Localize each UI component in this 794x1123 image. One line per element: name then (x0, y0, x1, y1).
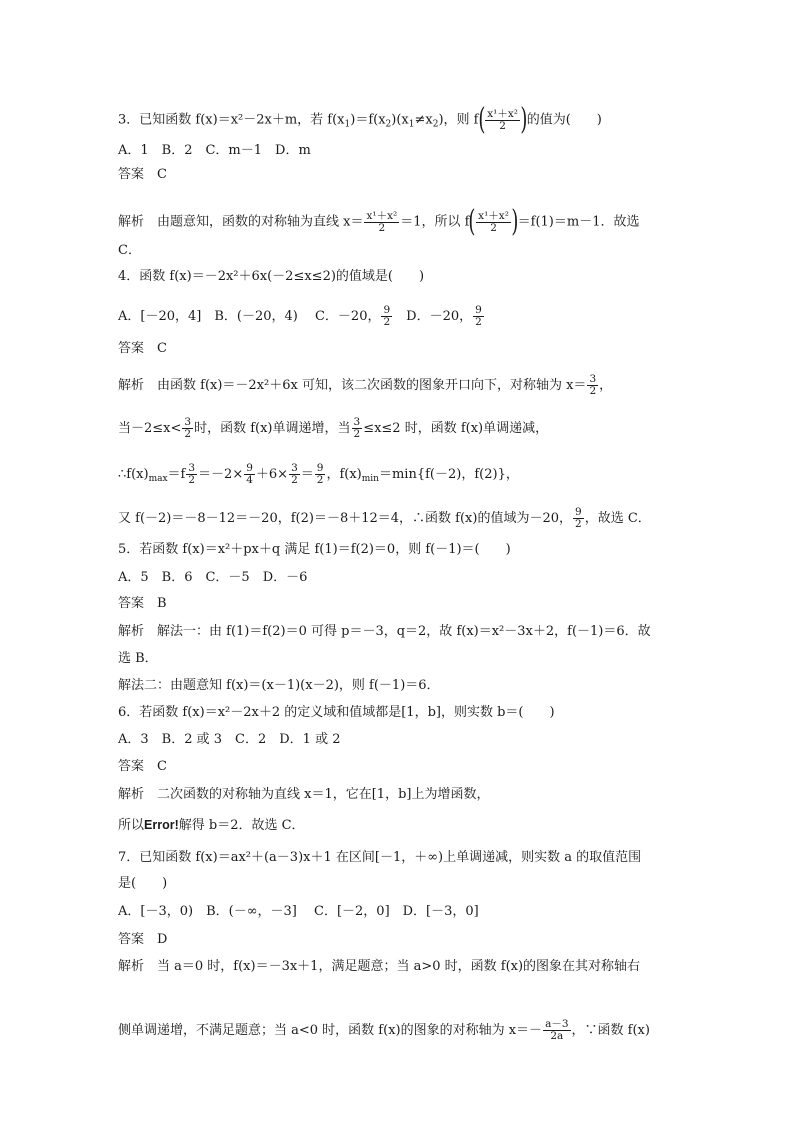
q7-options: A．[－3，0) B．(－∞，－3] C．[－2，0] D．[－3，0] (118, 904, 479, 919)
text: D．－20， (393, 309, 473, 324)
denominator: 2a (550, 1030, 564, 1042)
numerator: 3 (184, 416, 192, 428)
numerator: 9 (383, 304, 391, 316)
q3-options: A．1 B．2 C．m－1 D．m (118, 143, 311, 158)
subscript: 1 (344, 119, 351, 130)
text: ，故选 C． (584, 511, 651, 526)
q5-answer: 答案 B (118, 596, 167, 611)
numerator: 3 (589, 373, 597, 385)
q4-solution-line2 (118, 417, 548, 440)
text: ＝f(1)＝m－1．故选 (517, 214, 640, 230)
q5-stem: 5．若函数 f(x)＝x²＋px＋q 满足 f(1)＝f(2)＝0，则 f(－1)＝( ) (118, 542, 511, 557)
text: 的值为( ) (526, 112, 602, 128)
fraction (573, 507, 584, 530)
text: 解得 b＝2．故选 C． (178, 818, 305, 833)
denominator: 2 (188, 474, 196, 486)
subscript: 2 (432, 119, 439, 130)
denominator: 2 (184, 428, 192, 440)
right-paren: ) (511, 204, 519, 239)
text: ， (599, 378, 613, 393)
denominator: 2 (353, 428, 361, 440)
q6-solution-line1: 解析 二次函数的对称轴为直线 x＝1，它在[1，b]上为增函数， (118, 787, 490, 802)
subscript: max (148, 474, 168, 484)
numerator: 9 (575, 506, 582, 518)
text: )(x (391, 112, 409, 128)
text: ≠x (414, 112, 433, 128)
q5-options: A．5 B．6 C．－5 D．－6 (118, 570, 308, 585)
text: ，∵函数 f(x) (571, 1023, 650, 1038)
numerator: x¹＋x² (366, 209, 398, 222)
text: ≤x≤2 时，函数 f(x)单调递减， (363, 421, 549, 436)
denominator: 2 (291, 474, 298, 486)
fraction (473, 305, 484, 328)
fraction (289, 463, 300, 486)
q3-answer: 答案 C (118, 167, 167, 182)
q7-stem-line2: 是( ) (118, 876, 168, 891)
text: 3．已知函数 f(x)＝x²－2x＋m，若 f(x (118, 112, 345, 128)
q6-solution-line2 (118, 816, 305, 835)
subscript: 1 (408, 119, 415, 130)
right-paren: ) (520, 102, 528, 137)
fraction (587, 374, 598, 397)
fraction (352, 417, 363, 440)
fraction (485, 109, 520, 132)
text: 所以 (118, 818, 145, 833)
q5-solution-line2: 选 B． (118, 651, 158, 666)
numerator: x¹＋x² (478, 209, 509, 222)
q6-stem: 6．若函数 f(x)＝x²－2x＋2 的定义域和值域都是[1，b]，则实数 b＝( ) (118, 705, 555, 720)
numerator: 9 (475, 304, 482, 316)
q4-solution-line4 (118, 507, 651, 530)
text: ，f(x) (326, 467, 362, 482)
text: A．[－20，4] B．(－20，4) C．－20， (118, 309, 381, 324)
text: ＝ (300, 467, 314, 482)
denominator: 2 (316, 474, 324, 486)
text: ∴f(x) (118, 467, 149, 482)
numerator: 3 (353, 416, 361, 428)
text: ＝－2× (198, 467, 244, 482)
numerator: a－3 (545, 1018, 569, 1030)
text: )＝f(x (350, 112, 386, 128)
text: ＝min{f(－2)，f(2)}， (378, 467, 519, 482)
fraction (543, 1019, 570, 1042)
text: 时，函数 f(x)单调递增，当 (194, 421, 351, 436)
text: 解析 由函数 f(x)＝－2x²＋6x 可知，该二次函数的图象开口向下，对称轴为 x＝ (118, 378, 587, 393)
q3-solution-line2: C． (118, 243, 141, 258)
q4-answer: 答案 C (118, 341, 167, 356)
q3-stem (118, 102, 602, 137)
denominator: 2 (378, 221, 386, 234)
left-paren: ( (477, 102, 485, 137)
error-field-text: Error! (144, 818, 179, 832)
q4-options (118, 305, 485, 328)
text: ＋6× (255, 467, 289, 482)
subscript: 2 (385, 119, 392, 130)
numerator: 9 (316, 462, 324, 474)
fraction (381, 305, 392, 328)
text: )，则 f (438, 112, 479, 128)
text: 当－2≤x< (118, 421, 182, 436)
denominator: 2 (575, 518, 582, 530)
denominator: 2 (589, 385, 597, 397)
q7-answer: 答案 D (118, 932, 168, 947)
q3-solution-line1 (118, 204, 640, 239)
q6-answer: 答案 C (118, 759, 167, 774)
left-paren: ( (468, 204, 476, 239)
fraction (315, 463, 326, 486)
fraction (476, 211, 511, 234)
numerator: 3 (291, 462, 298, 474)
fraction (186, 463, 197, 486)
q5-solution-line3: 解法二：由题意知 f(x)＝(x－1)(x－2)，则 f(－1)＝6． (118, 678, 440, 693)
q4-solution-line1 (118, 374, 612, 397)
fraction (364, 211, 399, 234)
q4-stem: 4．函数 f(x)＝－2x²＋6x(－2≤x≤2)的值域是( ) (118, 269, 425, 284)
text: ＝1，所以 f (400, 214, 470, 230)
fraction (244, 463, 255, 486)
q7-solution-line1: 解析 当 a＝0 时，f(x)＝－3x＋1，满足题意；当 a>0 时，函数 f(x)的图象在其对称轴右 (118, 959, 641, 974)
q6-options: A．3 B．2 或 3 C．2 D．1 或 2 (118, 732, 341, 747)
text: 又 f(－2)＝－8－12＝－20，f(2)＝－8＋12＝4，∴函数 f(x)的值域为－20， (118, 511, 572, 526)
denominator: 4 (246, 474, 253, 486)
q5-solution-line1: 解析 解法一：由 f(1)＝f(2)＝0 可得 p＝－3，q＝2，故 f(x)＝x²－3x＋2，f(－1)＝6．故 (118, 624, 651, 639)
fraction (182, 417, 193, 440)
numerator: x¹＋x² (487, 107, 518, 120)
q4-solution-line3 (118, 463, 519, 488)
subscript: min (361, 474, 379, 484)
q7-solution-line2 (118, 1019, 650, 1042)
numerator: 9 (246, 462, 253, 474)
denominator: 2 (383, 316, 391, 328)
denominator: 2 (475, 316, 482, 328)
text: 解析 由题意知，函数的对称轴为直线 x＝ (118, 214, 364, 230)
numerator: 3 (188, 462, 196, 474)
denominator: 2 (490, 221, 497, 234)
text: 侧单调递增，不满足题意；当 a<0 时，函数 f(x)的图象的对称轴为 x＝－ (118, 1023, 543, 1038)
text: ＝f (167, 467, 186, 482)
denominator: 2 (499, 119, 506, 132)
q7-stem-line1: 7．已知函数 f(x)＝ax²＋(a－3)x＋1 在区间[－1，＋∞)上单调递减，则实数 a 的取值范围 (118, 850, 642, 865)
